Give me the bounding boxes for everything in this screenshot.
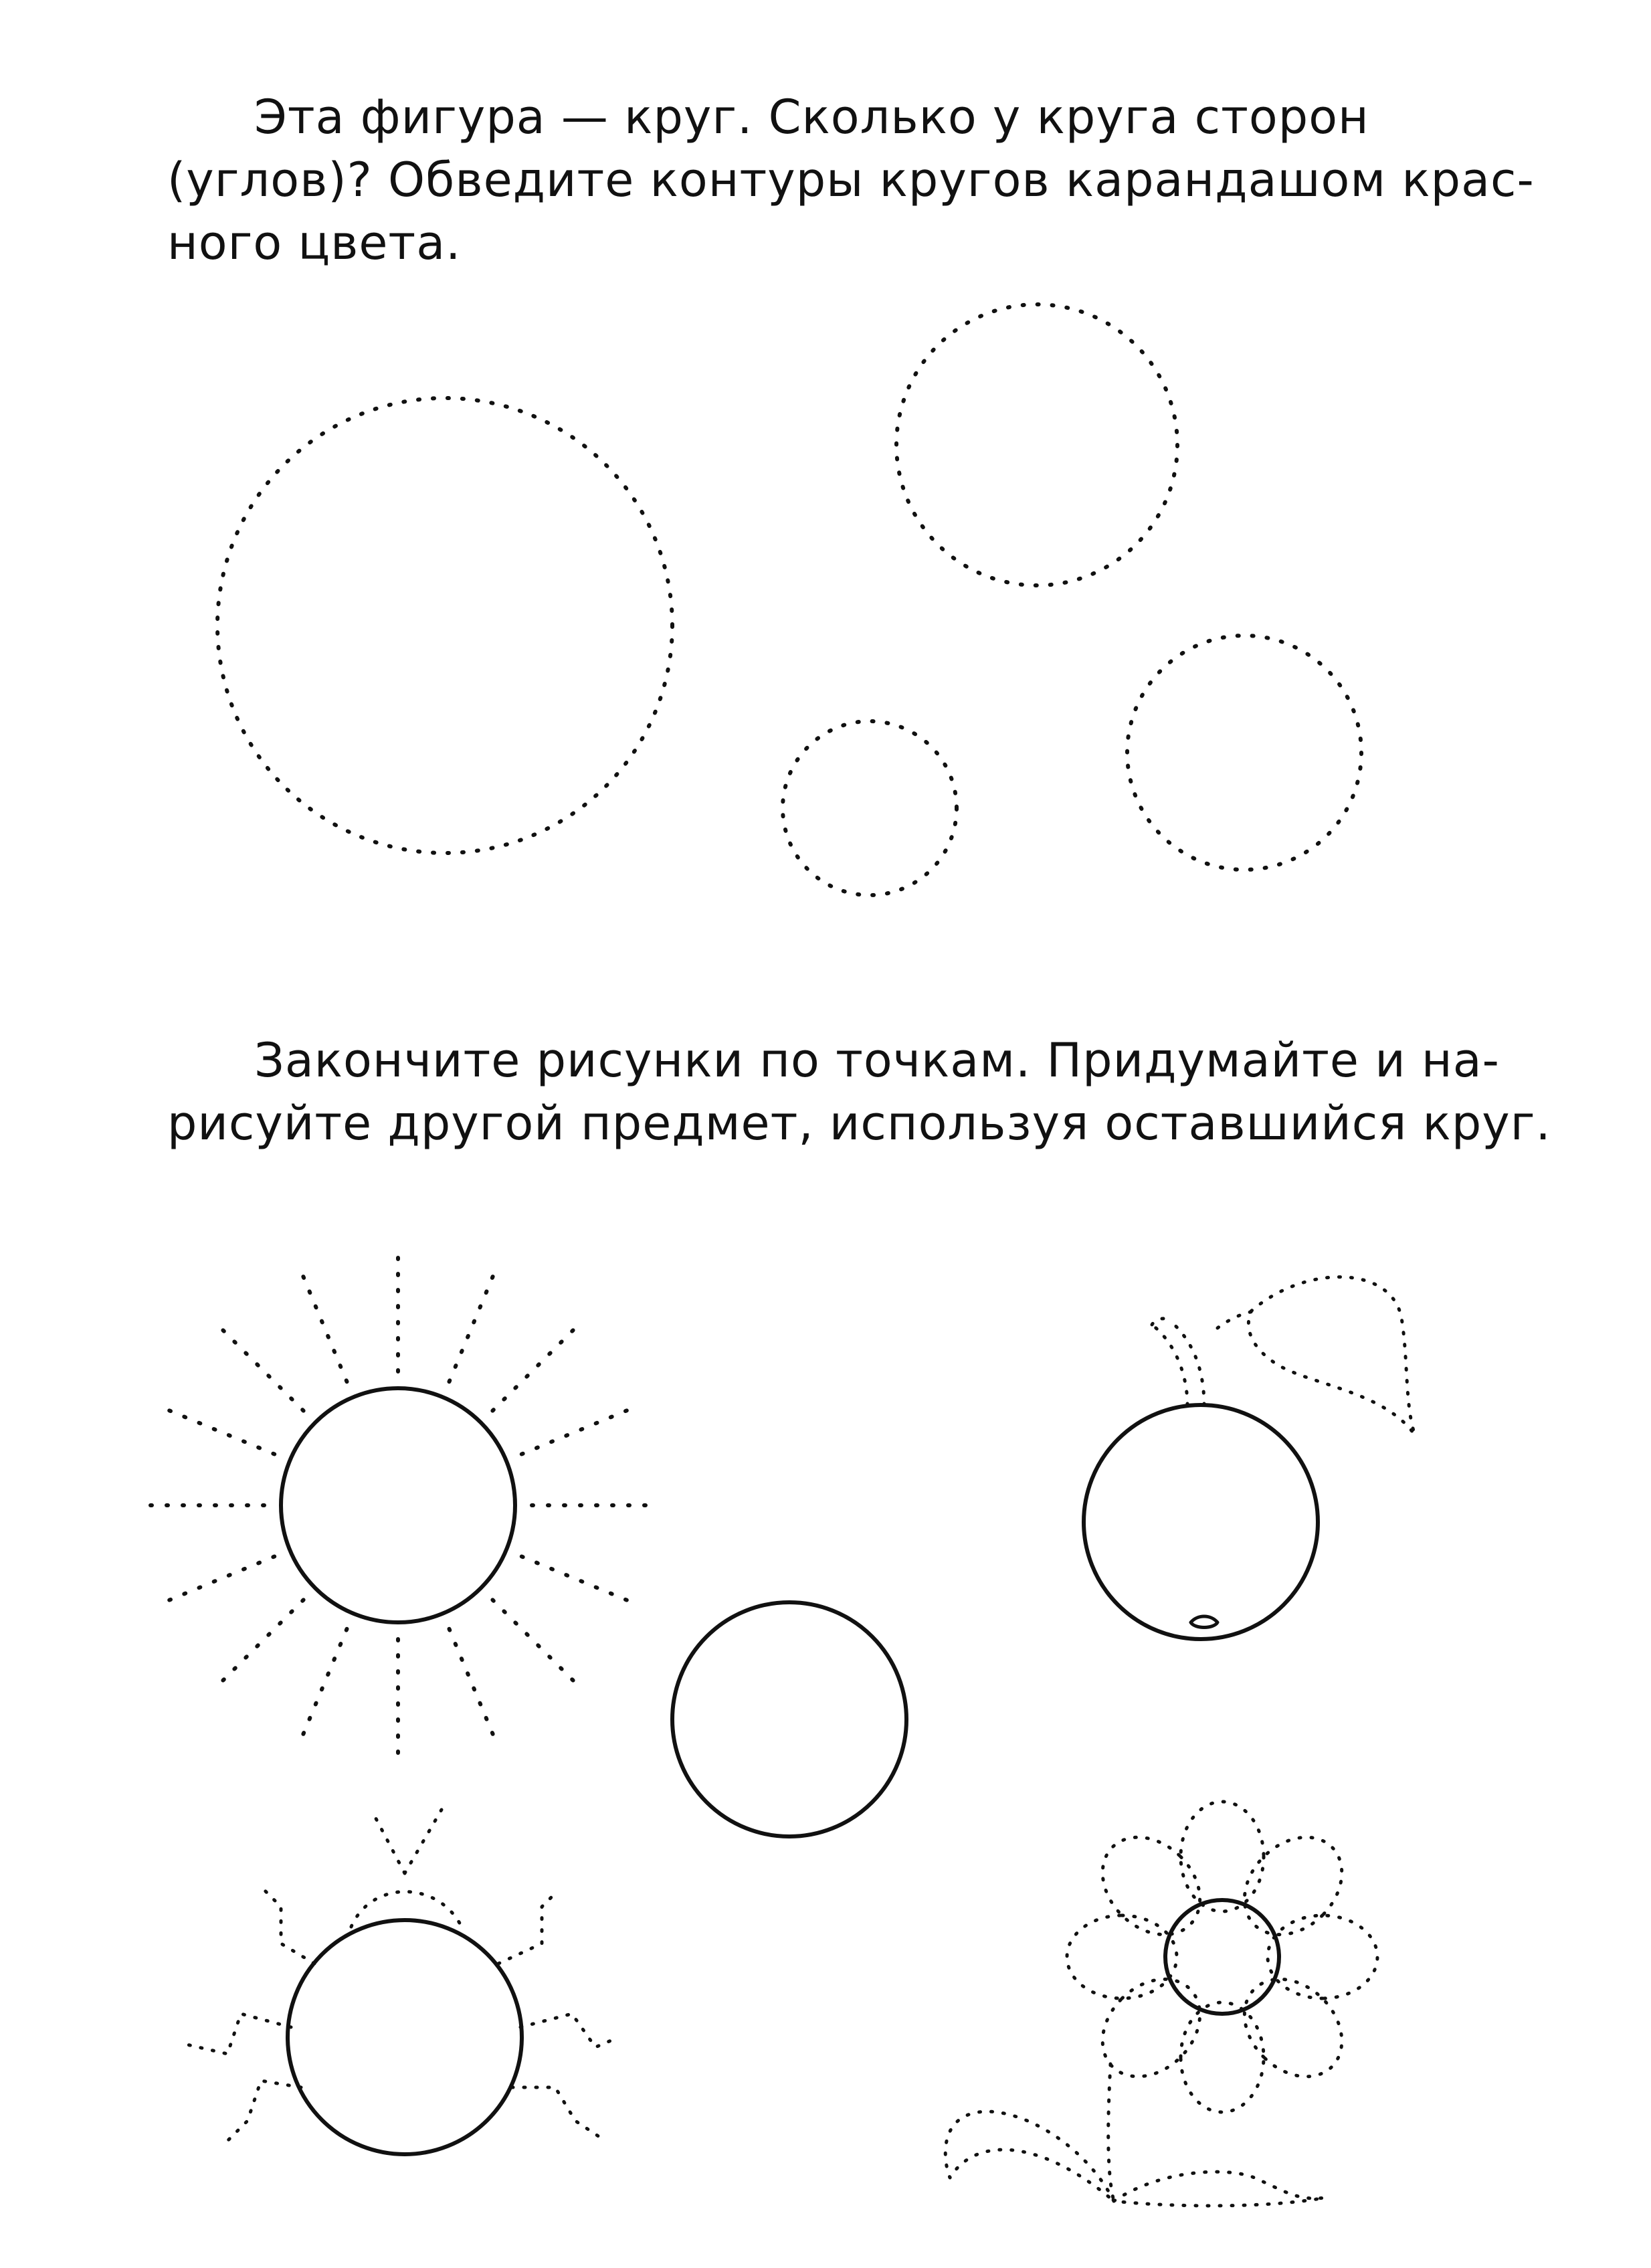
flower-petal[interactable] — [1083, 1960, 1220, 2096]
flower-picture — [945, 1802, 1377, 2206]
apple-picture — [1084, 1277, 1415, 1639]
flower-petal[interactable] — [1268, 1915, 1377, 1998]
flower-petal[interactable] — [1067, 1915, 1177, 1998]
sun-ray[interactable] — [303, 1629, 347, 1734]
sun-circle[interactable] — [281, 1388, 515, 1622]
instruction-circles-line-1: Эта фигура — круг. Сколько у круга сторон — [254, 90, 1369, 145]
sun-picture — [151, 1258, 646, 1753]
bug-body-circle[interactable] — [288, 1920, 522, 2154]
sun-ray[interactable] — [169, 1410, 274, 1454]
right-dotted-circle[interactable] — [1127, 636, 1361, 870]
sun-ray[interactable] — [450, 1277, 493, 1382]
instruction-pictures-line-2: рисуйте другой предмет, используя оставшийся круг. — [167, 1096, 1551, 1151]
flower-petals[interactable] — [1067, 1802, 1377, 2112]
apple-circle[interactable] — [1084, 1405, 1318, 1639]
bug-picture — [184, 1810, 619, 2154]
free-circle[interactable] — [672, 1602, 906, 1836]
flower-stem-and-leaves[interactable] — [945, 2064, 1325, 2206]
sun-ray[interactable] — [492, 1330, 573, 1410]
sun-ray[interactable] — [492, 1600, 573, 1680]
sun-ray[interactable] — [223, 1600, 303, 1680]
flower-petal[interactable] — [1225, 1818, 1361, 1954]
sun-rays[interactable] — [151, 1258, 646, 1753]
sun-ray[interactable] — [223, 1330, 303, 1410]
bug-legs-and-antennae[interactable] — [184, 1810, 619, 2144]
big-dotted-circle[interactable] — [217, 398, 672, 853]
flower-center-circle[interactable] — [1165, 1900, 1279, 2014]
medium-dotted-circle[interactable] — [896, 304, 1177, 585]
instruction-circles-line-2: (углов)? Обведите контуры кругов карандашом крас- — [167, 153, 1535, 207]
flower-petal[interactable] — [1181, 1802, 1264, 1911]
sun-ray[interactable] — [450, 1629, 493, 1734]
instruction-circles-line-3: ного цвета. — [167, 215, 462, 270]
sun-ray[interactable] — [169, 1557, 274, 1600]
sun-ray[interactable] — [303, 1277, 347, 1382]
small-dotted-circle[interactable] — [783, 721, 957, 895]
instruction-pictures-line-1: Закончите рисунки по точкам. Придумайте и на- — [254, 1033, 1500, 1088]
apple-bottom — [1191, 1616, 1218, 1628]
tracing-circles — [217, 304, 1361, 895]
flower-petal[interactable] — [1083, 1818, 1220, 1954]
flower-petal[interactable] — [1181, 2002, 1264, 2112]
apple-stem-and-leaf[interactable] — [1152, 1277, 1415, 1435]
sun-ray[interactable] — [522, 1410, 627, 1454]
flower-petal[interactable] — [1225, 1960, 1361, 2096]
sun-ray[interactable] — [522, 1557, 627, 1600]
